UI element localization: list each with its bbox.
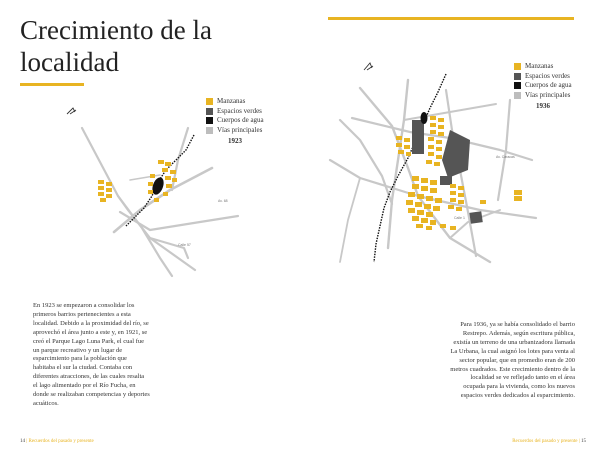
map-1923 — [0, 0, 300, 300]
swatch-vias — [206, 127, 213, 134]
page-number: 14 — [20, 439, 25, 444]
legend-item: Manzanas — [206, 97, 264, 107]
legend-item: Cuerpos de agua — [514, 81, 572, 91]
road-label-calle1: Calle 1 — [454, 216, 465, 220]
legend-item: Manzanas — [514, 62, 572, 72]
swatch-cuerpos-agua — [206, 117, 213, 124]
legend-item: Cuerpos de agua — [206, 116, 264, 126]
footer-right: Recuerdos del pasado y presente | 15 — [512, 439, 586, 444]
swatch-vias — [514, 92, 521, 99]
legend-item: Espacios verdes — [206, 107, 264, 117]
roads-1936 — [330, 80, 536, 262]
footer-text: Recuerdos del pasado y presente — [28, 439, 94, 444]
swatch-cuerpos-agua — [514, 82, 521, 89]
lake-1936 — [421, 112, 428, 124]
legend-item: Vías principales — [206, 126, 264, 136]
legend-item: Espacios verdes — [514, 72, 572, 82]
north-arrow-icon — [67, 108, 76, 114]
legend-1923 — [206, 97, 264, 146]
legend-1936 — [514, 62, 572, 111]
swatch-espacios-verdes — [514, 73, 521, 80]
swatch-manzanas — [206, 98, 213, 105]
map-year-1936: 1936 — [536, 102, 550, 110]
north-arrow-icon — [364, 63, 373, 70]
page-title: Crecimiento de la localidad — [20, 15, 212, 77]
road-label-caracas: Av. Caracas — [496, 155, 515, 159]
right-paragraph: Para 1936, ya se había consolidado el barrio Restrepo. Además, según escritura pública, existía un terreno de una urbanizadora llamada La Urbana, la cual asignó los lotes para venta al sector popular, que en promedio eran de 200 metros cuadrados. Este crecimiento dentro de la localidad se ve reflejado tanto en el área ocupada para la vivienda, como los nuevos espacios verdes dedicados al esparcimiento. — [450, 321, 575, 400]
road-label-av68: Av. 68 — [218, 199, 228, 203]
swatch-espacios-verdes — [206, 108, 213, 115]
right-page — [300, 0, 600, 465]
swatch-manzanas — [514, 63, 521, 70]
map-1936 — [300, 0, 600, 300]
legend-item: Vías principales — [514, 91, 572, 101]
left-paragraph: En 1923 se empezaron a consolidar los primeros barrios pertenecientes a esta localidad. Debido a la proximidad del río, se aprovechó el área junto a este y, en 1921, se creó el Parque Lago Luna Park, el cual fue un parque recreativo y un lugar de esparcimiento para la población que habitaba el sur la ciudad. Contaba con diferentes atracciones, de las cuales resalta el lago alimentado por el Río Fucha, en donde se realizaban competencias y deportes acuáticos. — [33, 302, 150, 407]
road-label-calle57: Calle 57 — [178, 243, 191, 247]
page-number: 15 — [581, 439, 586, 444]
footer-text: Recuerdos del pasado y presente — [512, 439, 578, 444]
map-year-1923: 1923 — [228, 137, 242, 145]
river-fucha — [374, 74, 446, 262]
footer-left: 14 | Recuerdos del pasado y presente — [20, 439, 94, 444]
